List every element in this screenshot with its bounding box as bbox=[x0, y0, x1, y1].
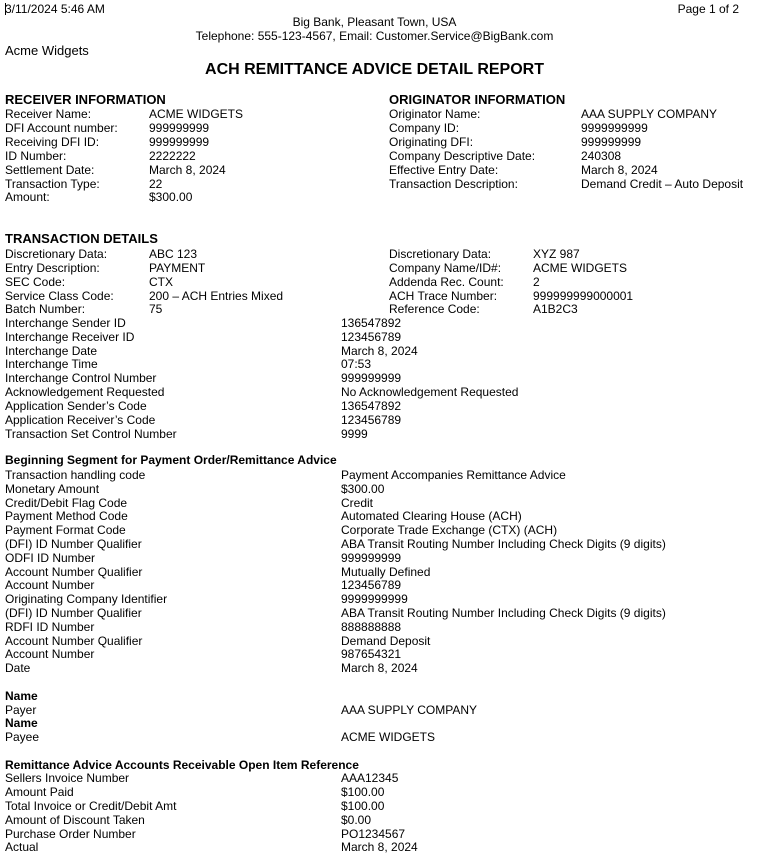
interchange-label: Acknowledgement Requested bbox=[5, 385, 165, 399]
originator-label: Originating DFI: bbox=[389, 135, 474, 149]
segment-value: ABA Transit Routing Number Including Check Digits (9 digits) bbox=[341, 537, 666, 551]
segment-label: Account Number bbox=[5, 578, 95, 592]
interchange-value: No Acknowledgement Requested bbox=[341, 385, 519, 399]
segment-value: $300.00 bbox=[341, 482, 385, 496]
originator-label: Effective Entry Date: bbox=[389, 163, 499, 177]
segment-label: Payment Method Code bbox=[5, 509, 128, 523]
segment-label: ODFI ID Number bbox=[5, 551, 96, 565]
transaction-label: Company Name/ID#: bbox=[389, 261, 502, 275]
interchange-label: Interchange Control Number bbox=[5, 371, 157, 385]
transaction-value: A1B2C3 bbox=[533, 302, 578, 316]
transaction-label: ACH Trace Number: bbox=[389, 289, 498, 303]
receiver-value: 22 bbox=[149, 177, 163, 191]
transaction-value: 999999999000001 bbox=[533, 289, 634, 303]
originator-value: AAA SUPPLY COMPANY bbox=[581, 107, 718, 121]
receiver-heading: RECEIVER INFORMATION bbox=[5, 92, 166, 107]
segment-label: Account Number Qualifier bbox=[5, 565, 143, 579]
remittance-value: $0.00 bbox=[341, 813, 372, 827]
interchange-value: March 8, 2024 bbox=[341, 344, 418, 358]
transaction-value: ACME WIDGETS bbox=[533, 261, 628, 275]
transaction-label: Entry Description: bbox=[5, 261, 100, 275]
interchange-label: Application Receiver’s Code bbox=[5, 413, 156, 427]
payee-value: ACME WIDGETS bbox=[341, 730, 436, 744]
segment-value: 987654321 bbox=[341, 647, 402, 661]
segment-label: Originating Company Identifier bbox=[5, 592, 168, 606]
transaction-label: Discretionary Data: bbox=[5, 247, 108, 261]
remittance-value: March 8, 2024 bbox=[341, 840, 418, 854]
interchange-value: 136547892 bbox=[341, 316, 402, 330]
payee-label: Payee bbox=[5, 730, 40, 744]
transaction-value: 2 bbox=[533, 275, 540, 289]
transaction-value: 75 bbox=[149, 302, 163, 316]
interchange-value: 123456789 bbox=[341, 330, 402, 344]
receiver-value: 999999999 bbox=[149, 121, 210, 135]
segment-value: Corporate Trade Exchange (CTX) (ACH) bbox=[341, 523, 558, 537]
name-heading: Name bbox=[5, 689, 38, 703]
interchange-value: 123456789 bbox=[341, 413, 402, 427]
originator-value: March 8, 2024 bbox=[581, 163, 658, 177]
interchange-value: 999999999 bbox=[341, 371, 402, 385]
receiver-value: 999999999 bbox=[149, 135, 210, 149]
segment-label: Payment Format Code bbox=[5, 523, 126, 537]
transaction-value: 200 – ACH Entries Mixed bbox=[149, 289, 284, 303]
interchange-value: 136547892 bbox=[341, 399, 402, 413]
receiver-label: DFI Account number: bbox=[5, 121, 118, 135]
receiver-label: Settlement Date: bbox=[5, 163, 95, 177]
transaction-label: Reference Code: bbox=[389, 302, 480, 316]
segment-label: (DFI) ID Number Qualifier bbox=[5, 606, 142, 620]
transaction-label: SEC Code: bbox=[5, 275, 66, 289]
remittance-label: Amount of Discount Taken bbox=[5, 813, 145, 827]
interchange-label: Transaction Set Control Number bbox=[5, 427, 177, 441]
transaction-value: CTX bbox=[149, 275, 173, 289]
report-title: ACH REMITTANCE ADVICE DETAIL REPORT bbox=[205, 61, 544, 78]
remittance-value: AAA12345 bbox=[341, 771, 399, 785]
interchange-label: Application Sender’s Code bbox=[5, 399, 147, 413]
originator-heading: ORIGINATOR INFORMATION bbox=[389, 92, 566, 107]
segment-value: Payment Accompanies Remittance Advice bbox=[341, 468, 566, 482]
originator-value: 999999999 bbox=[581, 135, 642, 149]
transaction-value: ABC 123 bbox=[149, 247, 198, 261]
receiver-label: Amount: bbox=[5, 190, 50, 204]
customer-name: Acme Widgets bbox=[5, 43, 89, 58]
receiver-value: ACME WIDGETS bbox=[149, 107, 244, 121]
remittance-label: Sellers Invoice Number bbox=[5, 771, 130, 785]
segment-label: RDFI ID Number bbox=[5, 620, 95, 634]
interchange-value: 07:53 bbox=[341, 357, 372, 371]
segment-value: Demand Deposit bbox=[341, 634, 431, 648]
transaction-label: Discretionary Data: bbox=[389, 247, 492, 261]
transaction-value: XYZ 987 bbox=[533, 247, 580, 261]
segment-label: Date bbox=[5, 661, 31, 675]
segment-value: 9999999999 bbox=[341, 592, 408, 606]
segment-value: 888888888 bbox=[341, 620, 402, 634]
originator-label: Company ID: bbox=[389, 121, 460, 135]
name-heading: Name bbox=[5, 716, 38, 730]
interchange-value: 9999 bbox=[341, 427, 368, 441]
remittance-value: PO1234567 bbox=[341, 827, 406, 841]
remittance-label: Purchase Order Number bbox=[5, 827, 136, 841]
segment-value: ABA Transit Routing Number Including Check Digits (9 digits) bbox=[341, 606, 666, 620]
bank-name-line: Big Bank, Pleasant Town, USA bbox=[292, 15, 457, 29]
interchange-label: Interchange Time bbox=[5, 357, 98, 371]
payer-label: Payer bbox=[5, 703, 37, 717]
transaction-heading: TRANSACTION DETAILS bbox=[5, 231, 158, 246]
originator-value: Demand Credit – Auto Deposit bbox=[581, 177, 744, 191]
segment-value: Mutually Defined bbox=[341, 565, 431, 579]
segment-value: 123456789 bbox=[341, 578, 402, 592]
report-timestamp: 3/11/2024 5:46 AM bbox=[5, 2, 105, 16]
segment-value: 999999999 bbox=[341, 551, 402, 565]
segment-value: Automated Clearing House (ACH) bbox=[341, 509, 522, 523]
beginning-segment-heading: Beginning Segment for Payment Order/Remittance Advice bbox=[5, 453, 337, 467]
transaction-label: Batch Number: bbox=[5, 302, 86, 316]
originator-value: 9999999999 bbox=[581, 121, 648, 135]
remittance-label: Actual bbox=[5, 840, 39, 854]
remittance-label: Amount Paid bbox=[5, 785, 74, 799]
receiver-value: 2222222 bbox=[149, 149, 196, 163]
bank-contact-line: Telephone: 555-123-4567, Email: Customer.Service@BigBank.com bbox=[195, 29, 554, 43]
remittance-value: $100.00 bbox=[341, 785, 385, 799]
settlement-date-value: March 8, 2024 bbox=[149, 163, 226, 177]
receiver-label: Transaction Type: bbox=[5, 177, 100, 191]
originator-label: Transaction Description: bbox=[389, 177, 518, 191]
receiver-label: Receiving DFI ID: bbox=[5, 135, 100, 149]
payer-value: AAA SUPPLY COMPANY bbox=[341, 703, 478, 717]
segment-label: Account Number bbox=[5, 647, 95, 661]
remittance-label: Total Invoice or Credit/Debit Amt bbox=[5, 799, 177, 813]
receiver-value: $300.00 bbox=[149, 190, 193, 204]
transaction-label: Service Class Code: bbox=[5, 289, 114, 303]
segment-label: Monetary Amount bbox=[5, 482, 100, 496]
originator-label: Originator Name: bbox=[389, 107, 481, 121]
interchange-label: Interchange Receiver ID bbox=[5, 330, 135, 344]
transaction-label: Addenda Rec. Count: bbox=[389, 275, 504, 289]
originator-label: Company Descriptive Date: bbox=[389, 149, 536, 163]
receiver-label: ID Number: bbox=[5, 149, 67, 163]
interchange-label: Interchange Sender ID bbox=[5, 316, 126, 330]
segment-label: Account Number Qualifier bbox=[5, 634, 143, 648]
transaction-value: PAYMENT bbox=[149, 261, 206, 275]
interchange-label: Interchange Date bbox=[5, 344, 98, 358]
segment-label: Credit/Debit Flag Code bbox=[5, 496, 128, 510]
remittance-heading: Remittance Advice Accounts Receivable Open Item Reference bbox=[5, 758, 359, 772]
page-number: Page 1 of 2 bbox=[677, 2, 739, 16]
segment-value: March 8, 2024 bbox=[341, 661, 418, 675]
originator-value: 240308 bbox=[581, 149, 622, 163]
segment-label: Transaction handling code bbox=[5, 468, 146, 482]
segment-value: Credit bbox=[341, 496, 374, 510]
segment-label: (DFI) ID Number Qualifier bbox=[5, 537, 142, 551]
remittance-value: $100.00 bbox=[341, 799, 385, 813]
receiver-label: Receiver Name: bbox=[5, 107, 92, 121]
